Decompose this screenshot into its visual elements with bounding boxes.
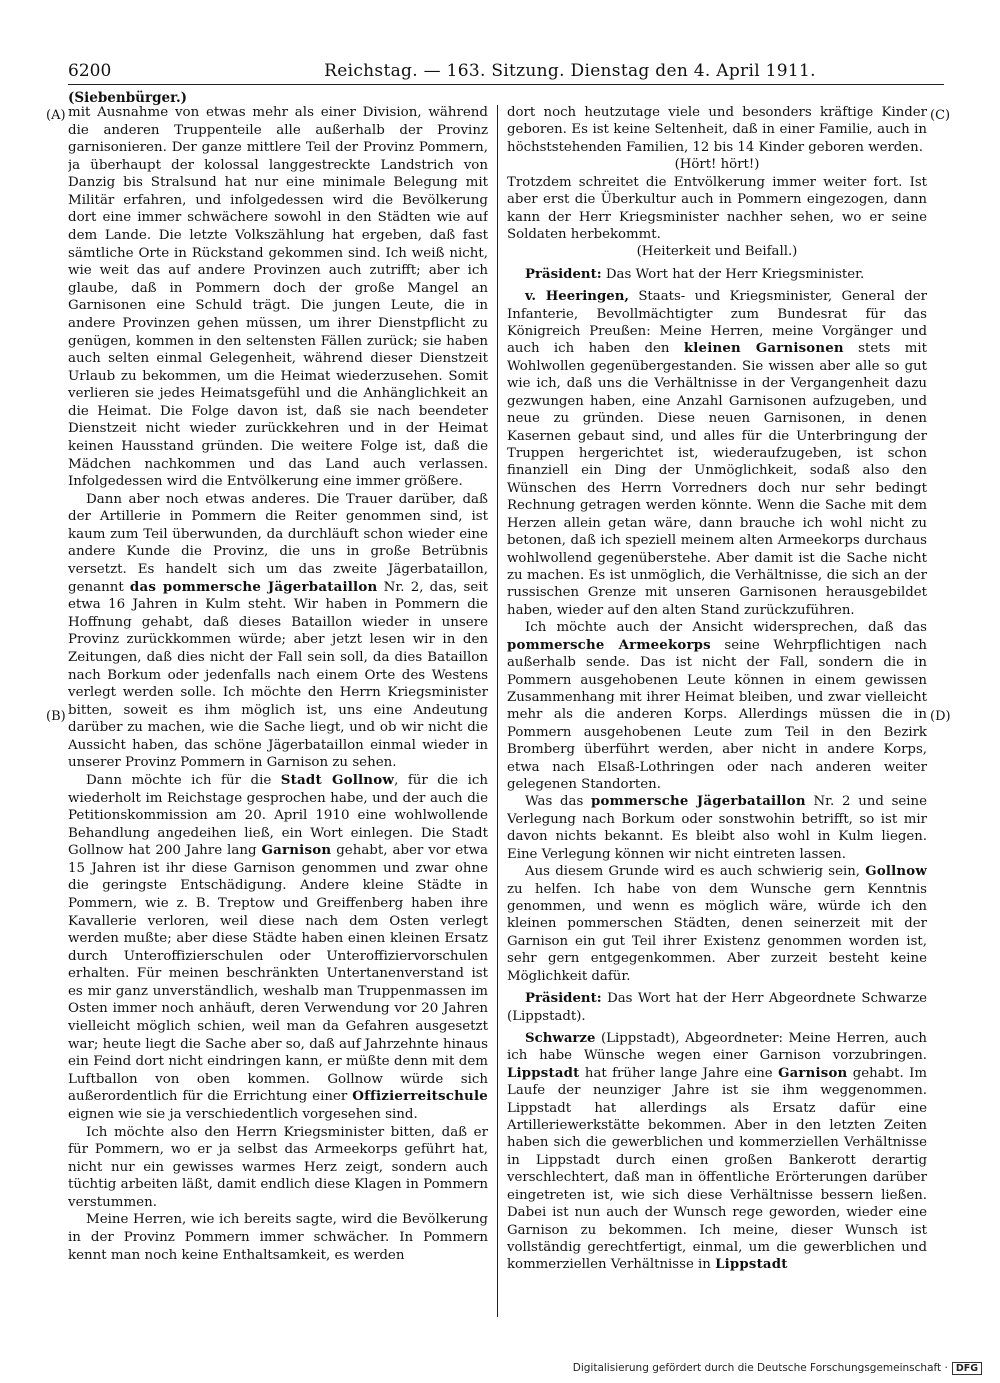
- paragraph: [507, 1030, 927, 1274]
- speaker-label: Schwarze: [525, 1030, 596, 1046]
- footer-credit: [573, 1362, 982, 1375]
- paragraph: [507, 266, 927, 283]
- bold-term: Gollnow: [865, 864, 927, 880]
- bold-term: Lippstadt: [507, 1065, 580, 1081]
- text-run: , für die ich wiederholt im Reichstage gesprochen habe, und der auch die Petitionskommission am 20. April 1910 eine wohlwollende Behandlung angedeihen ließ, ein Wort einlegen. Die Stadt Gollnow hat 200 Jahre lang: [68, 772, 488, 859]
- bold-term: Stadt Gollnow: [280, 771, 395, 788]
- paragraph: [68, 772, 488, 1124]
- bold-term: Garnison: [778, 1065, 848, 1081]
- text-run: Staats- und Kriegsminister, General der Infanterie, Bevollmächtigter zum Bundesrat für das Königreich Preußen: Meine Herren, meine Vorgänger und auch ich haben den: [507, 289, 927, 357]
- paragraph: dort noch heutzutage viele und besonders kräftige Kinder geboren. Es ist keine Seltenheit, daß in einer Familie, auch in höchststehenden Familien, 12 bis 14 Kinder geboren werden.: [507, 105, 927, 155]
- speaker-label: Präsident:: [525, 991, 602, 1007]
- paragraph: [68, 491, 488, 772]
- margin-marker-c: (C): [930, 108, 951, 123]
- speaker-tag: (Siebenbürger.): [68, 90, 188, 106]
- text-run: gehabt. Im Laufe der neunziger Jahre ist sie ihm weggenommen. Lippstadt hat allerdings als Ersatz dafür eine Artilleriewerkstätte bekommen. Aber in den letzten Zeiten haben sich die gewerblichen und kommerziellen Verhältnisse in Lippstadt durch einen großen Bankerott derartig verschlechtert, daß man in öffentliche Erörterungen darüber eingetreten ist, wie sich diese Verhältnisse bessern ließen. Dabei ist nun auch der Wunsch rege geworden, wieder eine Garnison zu bekommen. Ich meine, dieser Wunsch ist vollständig gerechtfertigt, einmal, um die gewerblichen und kommerziellen Verhältnisse in: [507, 1065, 927, 1273]
- speaker-label: v. Heeringen,: [525, 289, 629, 305]
- bold-term: das pommersche Jägerbataillon: [129, 578, 378, 595]
- paragraph: [507, 863, 927, 985]
- text-run: Dann möchte ich für die: [86, 772, 272, 788]
- right-column: [507, 104, 927, 1318]
- left-column: [68, 104, 488, 1318]
- page-header: [68, 60, 942, 82]
- text-run: gehabt, aber vor etwa 15 Jahren ist ihr diese Garnison genommen und zwar ohne die geringste Entschädigung. Andere kleine Städte in Pommern, wie z. B. Treptow und Greiffenberg haben ihre Kavallerie verloren, weil diese nach dem Osten verlegt werden mußte; aber diese Städte haben einen kleinen Ersatz durch Unteroffizierschulen oder Unteroffiziervorschulen erhalten. Für meinen beschränkten Untertanenverstand ist es mir ganz unverständlich, weshalb man Truppenmassen im Osten immer noch anhäuft, deren Verwendung vor 20 Jahren vielleicht möglich schien, weil man da Gefahren ausgesetzt war; heute liegt die Sache aber so, daß auf Jahrzehnte hinaus ein Feind dort nicht eindringen kann, er müßte denn mit dem Luftballon von oben kommen. Gollnow würde sich außerordentlich für die Errichtung einer: [68, 843, 488, 1105]
- paragraph: Meine Herren, wie ich bereits sagte, wird die Bevölkerung in der Provinz Pommern immer schwächer. In Pommern kennt man noch keine Enthaltsamkeit, es werden: [68, 1212, 488, 1263]
- text-run: stets mit Wohlwollen gegenübergestanden. Sie wissen aber alle so gut wie ich, daß uns die Verhältnisse in der Vergangenheit dazu gezwungen haben, eine Anzahl Garnisonen aufzugeben, und neue zu gründen. Diese neuen Garnisonen, in denen Kasernen gebaut sind, und alles für die Unterbringung der Truppen hergerichtet ist, wiederaufzugeben, ist schon finanziell ein Ding der Unmöglichkeit, sodaß also den Wünschen des Herrn Vorredners doch nur sehr bedingt Rechnung getragen werden könnte. Wenn die Sache mit dem Herzen allein getan wäre, dann brauche ich wohl nicht zu betonen, daß ich speziell meinem alten Armeekorps durchaus wohlwollend gegenüberstehe. Aber damit ist die Sache nicht zu machen. Es ist unmöglich, die Verhältnisse, die sich an der russischen Grenze mit unseren Garnisonen herausgebildet haben, wieder auf den alten Stand zurückzuführen.: [507, 341, 927, 618]
- bold-term: pommersche Armeekorps: [507, 637, 711, 653]
- interjection: (Hört! hört!): [674, 157, 760, 173]
- page-number: 6200: [68, 61, 112, 81]
- paragraph: [507, 619, 927, 793]
- bold-term: Lippstadt: [715, 1257, 788, 1273]
- text-run: Das Wort hat der Herr Abgeordnete Schwarze (Lippstadt).: [507, 991, 927, 1024]
- column-separator: [497, 105, 498, 1317]
- paragraph: mit Ausnahme von etwas mehr als einer Division, während die anderen Truppenteile alle außerhalb der Provinz garnisonieren. Der ganze mittlere Teil der Provinz Pommern, ja überhaupt der kolossal langgestreckte Landstrich von Danzig bis Stralsund hat nur eine minimale Belegung mit Militär erfahren, und infolgedessen wird die Bevölkerung dort eine immer schwächere sowohl in den Städten wie auf dem Lande. Die letzte Volkszählung hat ergeben, daß fast sämtliche Orte in Rückstand gekommen sind. Ich weiß nicht, wie weit das auf andere Provinzen auch zutrifft; aber ich glaube, daß in Pommern doch der große Mangel an Garnisonen eine Schuld trägt. Die jungen Leute, die in andere Provinzen gehen müssen, um ihrer Dienstpflicht zu genügen, kommen in den seltensten Fällen zurück; sie haben auch selten einmal Gelegenheit, während dieser Dienstzeit Urlaub zu bekommen, um die Heimat wiederzusehen. Somit verlieren sie jedes Heimatsgefühl und die Anhänglichkeit an die Heimat. Die Folge davon ist, daß sie nach beendeter Dienstzeit nicht wieder zurückkehren und in der Heimat keinen Hausstand gründen. Die weitere Folge ist, daß die Mädchen nachkommen und das Land auch verlassen. Infolgedessen wird die Entvölkerung eine immer größere.: [68, 105, 488, 490]
- paragraph: [507, 288, 927, 619]
- text-run: hat früher lange Jahre eine: [584, 1065, 773, 1081]
- text-run: Was das: [525, 794, 584, 810]
- paragraph: Ich möchte also den Herrn Kriegsminister bitten, daß er für Pommern, wo er ja selbst das Armeekorps geführt hat, nicht nur ein gewisses warmes Herz zeigt, sondern auch tüchtig arbeiten läßt, damit endlich diese Klagen in Pommern verstummen.: [68, 1124, 488, 1210]
- text-run: eignen wie sie ja verschiedentlich vorgesehen sind.: [68, 1106, 418, 1122]
- bold-term: Offizierreitschule: [352, 1088, 488, 1105]
- text-run: Ich möchte auch der Ansicht widersprechen, daß das: [525, 620, 927, 636]
- bold-term: kleinen Garnisonen: [683, 341, 844, 357]
- margin-marker-a: (A): [46, 108, 66, 123]
- bold-term: pommersche Jägerbataillon: [591, 794, 806, 810]
- dfg-logo: DFG: [952, 1362, 982, 1375]
- header-rule: [68, 84, 944, 85]
- footer-text: Digitalisierung gefördert durch die Deutsche Forschungsgemeinschaft ·: [572, 1362, 948, 1374]
- text-run: Das Wort hat der Herr Kriegsminister.: [605, 266, 865, 282]
- bold-term: Garnison: [261, 842, 332, 859]
- speaker-label: Präsident:: [525, 266, 602, 282]
- text-run: Nr. 2, das, seit etwa 16 Jahren in Kulm steht. Wir haben in Pommern die Hoffnung gehabt, daß dieses Bataillon wieder in unsere Provinz zurückkommen würde; aber jetzt lesen wir in den Zeitungen, daß dies nicht der Fall sein soll, da dies Bataillon nach Borkum oder jedenfalls nach einem Orte des Westens verlegt werden solle. Ich möchte den Herrn Kriegsminister bitten, soweit es ihm möglich ist, uns eine Andeutung darüber zu machen, wie die Sache liegt, und ob wir nicht die Aussicht haben, das schöne Jägerbataillon einmal wieder in unserer Provinz Pommern in Garnison zu sehen.: [68, 579, 488, 771]
- margin-marker-b: (B): [46, 709, 66, 724]
- text-run: Aus diesem Grunde wird es auch schwierig sein,: [525, 864, 861, 880]
- paragraph: Trotzdem schreitet die Entvölkerung immer weiter fort. Ist aber erst die Überkultur auch in Pommern eingezogen, dann kann der Herr Kriegsminister nachher sehen, wo er seine Soldaten herbekommt.: [507, 174, 927, 242]
- margin-marker-d: (D): [930, 709, 951, 724]
- paragraph: [507, 793, 927, 863]
- text-run: seine Wehrpflichtigen nach außerhalb sende. Das ist nicht der Fall, sondern die in Pommern ausgehobenen Leute können in einem gewissen Zusammenhang mit ihrer Heimat bleiben, und zwar vielleicht mehr als die anderen Korps. Allerdings müssen die in Pommern ausgehobenen Leute zum Teil in den Bezirk Bromberg überführt werden, aber nicht in andere Korps, etwa nach Elsaß-Lothringen oder nach anderen weiter gelegenen Standorten.: [507, 637, 927, 793]
- text-run: Dann aber noch etwas anderes. Die Trauer darüber, daß der Artillerie in Pommern die Reiter genommen sind, ist kaum zum Teil überwunden, da durchläuft schon wieder eine andere Kunde die Provinz, die uns in große Betrübnis versetzt. Es handelt sich um das zweite Jägerbataillon, genannt: [68, 491, 488, 595]
- text-run: zu helfen. Ich habe von dem Wunsche gern Kenntnis genommen, und wenn es möglich wäre, würde ich den kleinen pommerschen Städten, denen seinerzeit mit der Garnison ein gut Teil ihrer Existenz genommen worden ist, sehr gern entgegenkommen. Aber zurzeit besteht keine Möglichkeit dafür.: [507, 881, 927, 984]
- paragraph: [507, 990, 927, 1025]
- text-run: Nr. 2 und seine Verlegung nach Borkum oder sonstwohin betrifft, so ist mir davon nichts bekannt. Es bleibt also wohl in Kulm liegen. Eine Verlegung können wir nicht eintreten lassen.: [507, 794, 927, 862]
- text-run: (Lippstadt), Abgeordneter: Meine Herren, auch ich habe Wünsche wegen einer Garnison vorzubringen.: [507, 1030, 927, 1064]
- interjection: (Heiterkeit und Beifall.): [636, 244, 798, 260]
- page-title: Reichstag. — 163. Sitzung. Dienstag den 4. April 1911.: [324, 61, 816, 81]
